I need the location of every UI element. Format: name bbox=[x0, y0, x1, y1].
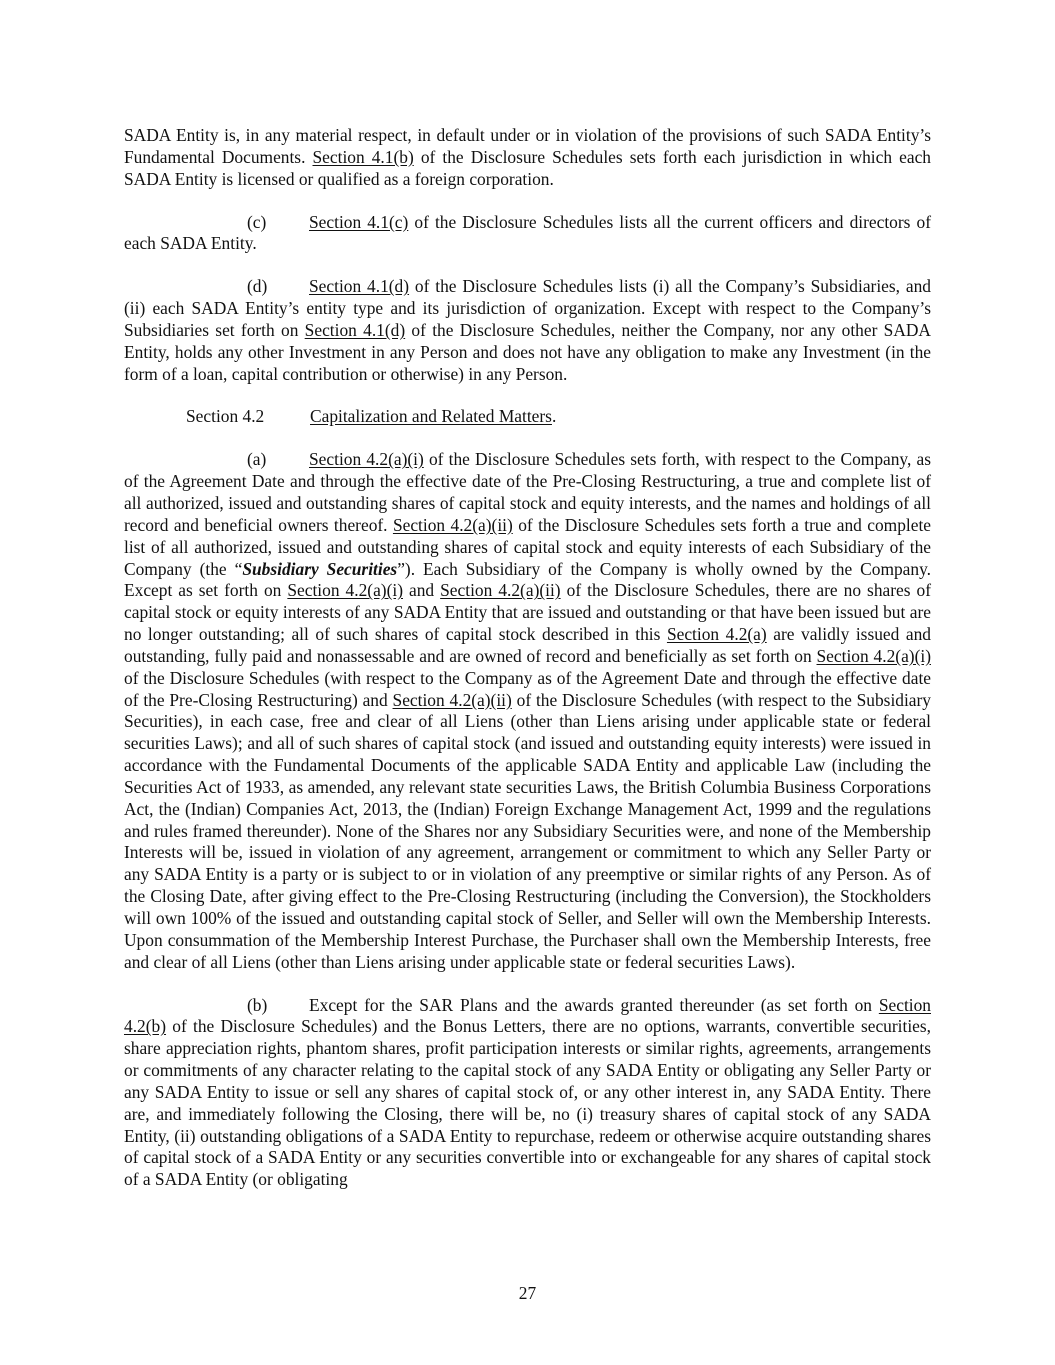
cross-reference: Section 4.2(a)(i) bbox=[309, 449, 424, 470]
text: ”). Each Subsidiary of the Company is wholly owned by the Company. Except as set forth on bbox=[124, 558, 931, 601]
text: of the Disclosure Schedules lists (i) all the Company’s Subsidiaries, and (ii) each SADA Entity’s entity type and its jurisdiction of organization. Except with respect to the Company’s Subsidiaries set forth on bbox=[124, 276, 931, 340]
cross-reference: Section 4.2(a)(ii) bbox=[392, 514, 513, 535]
text: of the Disclosure Schedules lists all the current officers and directors of each SADA Entity. bbox=[124, 211, 931, 254]
text: of the Disclosure Schedules, neither the Company, nor any other SADA Entity, holds any other Investment in any Person and does not have any obligation to make any Investment (in the form of a loan, capital contribution or otherwise) in any Person. bbox=[124, 319, 931, 384]
text: are validly issued and outstanding, fully paid and nonassessable and are owned of record and beneficially as set forth on bbox=[124, 624, 931, 666]
cross-reference: Section 4.2(a)(ii) bbox=[440, 580, 561, 601]
text: of the Disclosure Schedules sets forth each jurisdiction in which each SADA Entity is licensed or qualified as a foreign corporation. bbox=[124, 146, 931, 189]
text: of the Disclosure Schedules sets forth a true and complete list of all authorized, issued and outstanding shares of capital stock and equity interests of each Subsidiary of the Company (the “ bbox=[124, 514, 931, 579]
text: SADA Entity is, in any material respect, in default under or in violation of the provisions of such SADA Entity’s Fundamental Documents. bbox=[124, 125, 931, 167]
clause-label: (b) bbox=[247, 994, 268, 1015]
paragraph-4-2-b bbox=[124, 995, 931, 1192]
paragraph-4-1-c bbox=[124, 212, 931, 256]
clause-label: (a) bbox=[247, 449, 267, 470]
text: of the Disclosure Schedules (with respect to the Subsidiary Securities), in each case, free and clear of all Liens (other than Liens arising under applicable state or federal securities Laws); and all of such shares of capital stock (and issued and outstanding equity interests) were issued in accordance with the Fundamental Documents of the applicable SADA Entity and applicable Law (including the Securities Act of 1933, as amended, any relevant state securities Laws, the British Columbia Business Corporations Act, the (Indian) Companies Act, 2013, the (Indian) Foreign Exchange Management Act, 1999 and the regulations and rules framed thereunder). None of the Shares nor any Subsidiary Securities were, and none of the Membership Interests will be, issued in violation of any agreement, arrangement or commitment to which any Seller Party or any SADA Entity is a party or is subject to or in violation of any preemptive or similar rights of any Person. As of the Closing Date, after giving effect to the Pre-Closing Restructuring (including the Conversion), the Stockholders will own 100% of the issued and outstanding capital stock of Seller, and Seller will own the Membership Interests. Upon consummation of the Membership Interest Purchase, the Purchaser shall own the Membership Interests, free and clear of all Liens (other than Liens arising under applicable state or federal securities Laws). bbox=[124, 689, 932, 972]
cross-reference: Section 4.1(b) bbox=[312, 146, 414, 167]
text: of the Disclosure Schedules sets forth, with respect to the Company, as of the Agreement Date and through the effective date of the Pre-Closing Restructuring, a true and complete list of all authorized, issued and outstanding shares of capital stock and equity interests, and the names and holdings of all record and beneficial owners thereof. bbox=[124, 449, 932, 535]
paragraph-4-2-a bbox=[124, 449, 931, 973]
text: of the Disclosure Schedules) and the Bonus Letters, there are no options, warrants, convertible securities, share appreciation rights, phantom shares, profit participation interests or similar rights, agreements, arrangements or commitments of any character relating to the capital stock of any SADA Entity or obligating any Seller Party or any SADA Entity to issue or sell any shares of capital stock of, or any other interest in, any SADA Entity. There are, and immediately following the Closing, there will be, no (i) treasury shares of capital stock of any SADA Entity, (ii) outstanding obligations of a SADA Entity to repurchase, redeem or otherwise acquire outstanding shares of capital stock of a SADA Entity or any securities convertible into or exchangeable for any shares of capital stock of a SADA Entity (or obligating bbox=[124, 1016, 931, 1190]
clause-label: (d) bbox=[247, 276, 268, 297]
document-page bbox=[124, 125, 931, 1212]
paragraph-intro bbox=[124, 125, 931, 191]
text: . bbox=[551, 406, 557, 427]
section-4-2-heading bbox=[124, 406, 931, 428]
clause-label: (c) bbox=[247, 211, 267, 232]
text: and bbox=[403, 580, 441, 601]
section-number: Section 4.2 bbox=[186, 406, 265, 427]
page-number: 27 bbox=[518, 1283, 537, 1303]
section-title: Capitalization and Related Matters bbox=[310, 406, 552, 427]
cross-reference: Section 4.1(d) bbox=[309, 276, 410, 297]
cross-reference: Section 4.1(d) bbox=[304, 319, 406, 340]
cross-reference: Section 4.2(a) bbox=[666, 624, 767, 645]
cross-reference: Section 4.2(a)(i) bbox=[287, 580, 403, 601]
text: of the Disclosure Schedules, there are no shares of capital stock or equity interests of any SADA Entity that are issued and outstanding or that have been issued but are no longer outstanding; all of such shares of capital stock described in this bbox=[124, 580, 932, 645]
cross-reference: Section 4.2(b) bbox=[124, 994, 931, 1037]
cross-reference: Section 4.2(a)(i) bbox=[816, 645, 931, 666]
defined-term: Subsidiary Securities bbox=[242, 558, 398, 579]
paragraph-4-1-d bbox=[124, 276, 931, 385]
text: of the Disclosure Schedules (with respect to the Company as of the Agreement Date and through the effective date of the Pre-Closing Restructuring) and bbox=[124, 667, 931, 710]
cross-reference: Section 4.2(a)(ii) bbox=[392, 689, 512, 710]
cross-reference: Section 4.1(c) bbox=[309, 211, 409, 232]
text: Except for the SAR Plans and the awards granted thereunder (as set forth on bbox=[309, 994, 879, 1015]
